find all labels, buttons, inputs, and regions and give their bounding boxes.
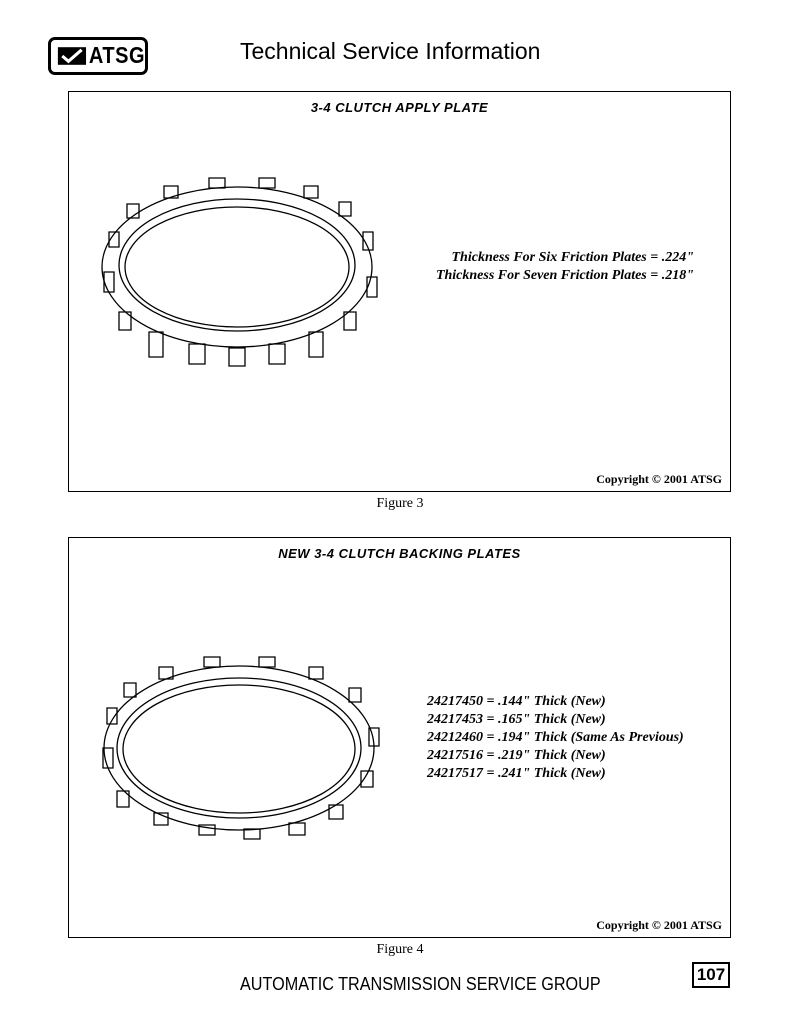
apply-plate-drawing xyxy=(99,172,399,372)
figure-caption: Figure 4 xyxy=(376,942,424,957)
note-line: 24217453 = .165" Thick (New) xyxy=(427,712,606,727)
copyright: Copyright © 2001 ATSG xyxy=(596,918,722,932)
note-line: Thickness For Six Friction Plates = .224" xyxy=(451,250,694,265)
figure-heading: 3-4 CLUTCH APPLY PLATE xyxy=(310,100,489,115)
note-line: Thickness For Seven Friction Plates = .218" xyxy=(435,268,694,283)
note-line: 24217450 = .144" Thick (New) xyxy=(427,694,606,709)
figure-4-box xyxy=(68,537,731,938)
footer-text: AUTOMATIC TRANSMISSION SERVICE GROUP xyxy=(240,974,601,994)
page-number: 107 xyxy=(692,962,730,988)
note-line: 24217517 = .241" Thick (New) xyxy=(427,766,606,781)
atsg-logo xyxy=(48,37,148,75)
note-line: 24212460 = .194" Thick (Same As Previous) xyxy=(427,730,684,745)
figure-caption: Figure 3 xyxy=(376,496,424,511)
check-flag-icon xyxy=(57,44,87,68)
part-number-list xyxy=(427,693,727,783)
figure-heading: NEW 3-4 CLUTCH BACKING PLATES xyxy=(278,546,521,561)
copyright: Copyright © 2001 ATSG xyxy=(596,472,722,486)
figure-3-box xyxy=(68,91,731,492)
thickness-note xyxy=(399,249,694,285)
logo-text: ATSG xyxy=(88,42,145,69)
backing-plate-drawing xyxy=(99,653,399,853)
page-title: Technical Service Information xyxy=(240,38,541,64)
note-line: 24217516 = .219" Thick (New) xyxy=(427,748,606,763)
